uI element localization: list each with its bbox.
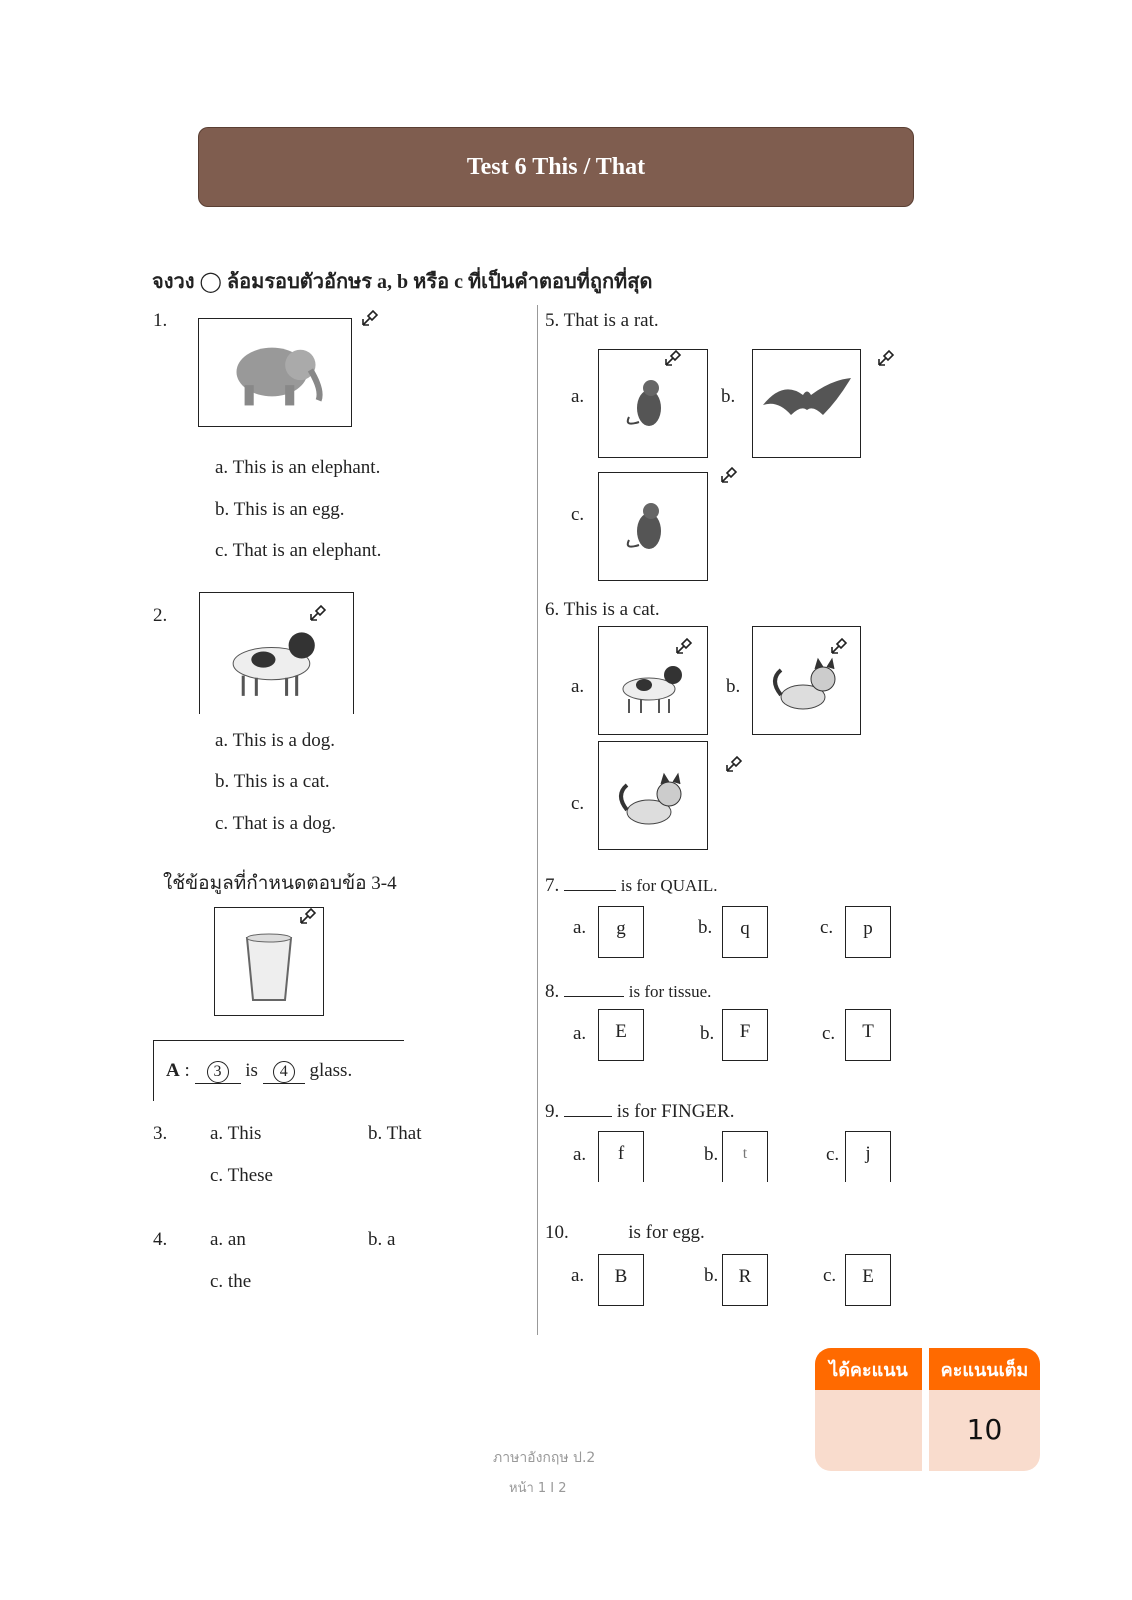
q5-label-b[interactable]: b. bbox=[721, 386, 736, 407]
edit-arrow-icon bbox=[724, 754, 744, 774]
q8-label-b[interactable]: b. bbox=[700, 1023, 715, 1044]
q2-option-b[interactable]: b. This is a cat. bbox=[215, 771, 330, 792]
q8-option-a[interactable]: E bbox=[598, 1009, 644, 1061]
q6-prompt: 6. This is a cat. bbox=[545, 599, 660, 620]
blank-number-4: 4 bbox=[273, 1061, 295, 1083]
q7-label-c[interactable]: c. bbox=[820, 917, 834, 938]
q7-text: is for QUAIL. bbox=[620, 876, 718, 895]
q7-number: 7. bbox=[545, 875, 560, 896]
q9-blank bbox=[564, 1116, 612, 1117]
q10-option-b[interactable]: R bbox=[722, 1254, 768, 1306]
q10-label-b[interactable]: b. bbox=[704, 1265, 719, 1286]
q9-line bbox=[545, 1101, 734, 1123]
q9-option-c[interactable]: j bbox=[845, 1131, 891, 1182]
footer-subject: ภาษาอังกฤษ ป.2 bbox=[493, 1450, 596, 1466]
q10-number: 10. bbox=[545, 1222, 569, 1243]
column-divider bbox=[537, 305, 538, 1335]
cat-picture[interactable] bbox=[598, 741, 708, 850]
q9-option-b[interactable]: t bbox=[722, 1131, 768, 1182]
q9-number: 9. bbox=[545, 1101, 560, 1122]
q7-option-b[interactable]: q bbox=[722, 906, 768, 958]
q8-label-a[interactable]: a. bbox=[573, 1023, 587, 1044]
q10-label-c[interactable]: c. bbox=[823, 1265, 837, 1286]
q5-label-a[interactable]: a. bbox=[571, 386, 585, 407]
q4-option-b[interactable]: b. a bbox=[368, 1229, 396, 1250]
bat-picture[interactable] bbox=[752, 349, 861, 458]
speaker-label: A bbox=[166, 1060, 180, 1081]
q9-label-c[interactable]: c. bbox=[826, 1144, 840, 1165]
q8-line bbox=[545, 981, 711, 1003]
q9-label-a[interactable]: a. bbox=[573, 1144, 587, 1165]
q8-label-c[interactable]: c. bbox=[822, 1023, 836, 1044]
q10-text: is for egg. bbox=[628, 1222, 705, 1243]
q7-label-a[interactable]: a. bbox=[573, 917, 587, 938]
q5-label-c[interactable]: c. bbox=[571, 504, 585, 525]
q10-option-a[interactable]: B bbox=[598, 1254, 644, 1306]
q1-number: 1. bbox=[153, 310, 168, 331]
q8-text: is for tissue. bbox=[628, 982, 712, 1001]
q3-option-b[interactable]: b. That bbox=[368, 1123, 422, 1144]
edit-arrow-icon bbox=[663, 348, 683, 368]
score-full-value: 10 bbox=[966, 1413, 1003, 1446]
score-full-label: คะแนนเต็ม bbox=[929, 1348, 1040, 1390]
q2-option-c[interactable]: c. That is a dog. bbox=[215, 813, 337, 834]
q8-option-b[interactable]: F bbox=[722, 1009, 768, 1061]
q7-option-a[interactable]: g bbox=[598, 906, 644, 958]
q6-label-c[interactable]: c. bbox=[571, 793, 585, 814]
colon: : bbox=[184, 1060, 190, 1081]
rat-picture[interactable] bbox=[598, 349, 708, 458]
q6-label-a[interactable]: a. bbox=[571, 676, 585, 697]
score-obtained-box bbox=[815, 1348, 922, 1471]
test-title-banner bbox=[198, 127, 914, 207]
q3-option-c[interactable]: c. These bbox=[210, 1165, 273, 1186]
q9-text: is for FINGER. bbox=[616, 1101, 735, 1122]
q9-option-a[interactable]: f bbox=[598, 1131, 644, 1182]
footer-page: หน้า 1 I 2 bbox=[509, 1481, 567, 1496]
score-obtained-label: ได้คะแนน bbox=[815, 1348, 922, 1390]
q7-label-b[interactable]: b. bbox=[698, 917, 713, 938]
edit-arrow-icon bbox=[829, 636, 849, 656]
score-full-box bbox=[929, 1348, 1040, 1471]
q10-line bbox=[545, 1222, 705, 1244]
word-glass: glass. bbox=[309, 1060, 353, 1081]
q6-label-b[interactable]: b. bbox=[726, 676, 741, 697]
q1-option-b[interactable]: b. This is an egg. bbox=[215, 499, 345, 520]
q8-option-c[interactable]: T bbox=[845, 1009, 891, 1061]
q10-option-c[interactable]: E bbox=[845, 1254, 891, 1306]
edit-arrow-icon bbox=[719, 465, 739, 485]
blank-3 bbox=[195, 1060, 241, 1084]
edit-arrow-icon bbox=[876, 348, 896, 368]
instruction: จงวง ◯ ล้อมรอบตัวอักษร a, b หรือ c ที่เป็นคำตอบที่ถูกที่สุด bbox=[152, 271, 653, 293]
dialogue-line bbox=[166, 1060, 352, 1084]
q7-line bbox=[545, 875, 718, 897]
blank-4 bbox=[263, 1060, 305, 1084]
q3-number: 3. bbox=[153, 1123, 168, 1144]
q1-option-a[interactable]: a. This is an elephant. bbox=[215, 457, 381, 478]
elephant-picture bbox=[198, 318, 352, 427]
word-is: is bbox=[245, 1060, 258, 1081]
q1-option-c[interactable]: c. That is an elephant. bbox=[215, 540, 382, 561]
test-title: Test 6 This / That bbox=[466, 153, 646, 180]
q2-option-a[interactable]: a. This is a dog. bbox=[215, 730, 335, 751]
q4-number: 4. bbox=[153, 1229, 168, 1250]
q34-intro: ใช้ข้อมูลที่กำหนดตอบข้อ 3-4 bbox=[163, 873, 397, 894]
q4-option-a[interactable]: a. an bbox=[210, 1229, 246, 1250]
q8-number: 8. bbox=[545, 981, 560, 1002]
q8-blank bbox=[564, 996, 624, 997]
q2-number: 2. bbox=[153, 605, 168, 626]
edit-arrow-icon bbox=[308, 603, 328, 623]
q7-blank bbox=[564, 890, 616, 891]
edit-arrow-icon bbox=[360, 308, 380, 328]
edit-arrow-icon bbox=[674, 636, 694, 656]
q5-prompt: 5. That is a rat. bbox=[545, 310, 659, 331]
rat-picture[interactable] bbox=[598, 472, 708, 581]
q7-option-c[interactable]: p bbox=[845, 906, 891, 958]
q10-label-a[interactable]: a. bbox=[571, 1265, 585, 1286]
edit-arrow-icon bbox=[298, 906, 318, 926]
dog-picture bbox=[199, 592, 354, 714]
blank-number-3: 3 bbox=[207, 1061, 229, 1083]
q9-label-b[interactable]: b. bbox=[704, 1144, 719, 1165]
q4-option-c[interactable]: c. the bbox=[210, 1271, 252, 1292]
q3-option-a[interactable]: a. This bbox=[210, 1123, 262, 1144]
